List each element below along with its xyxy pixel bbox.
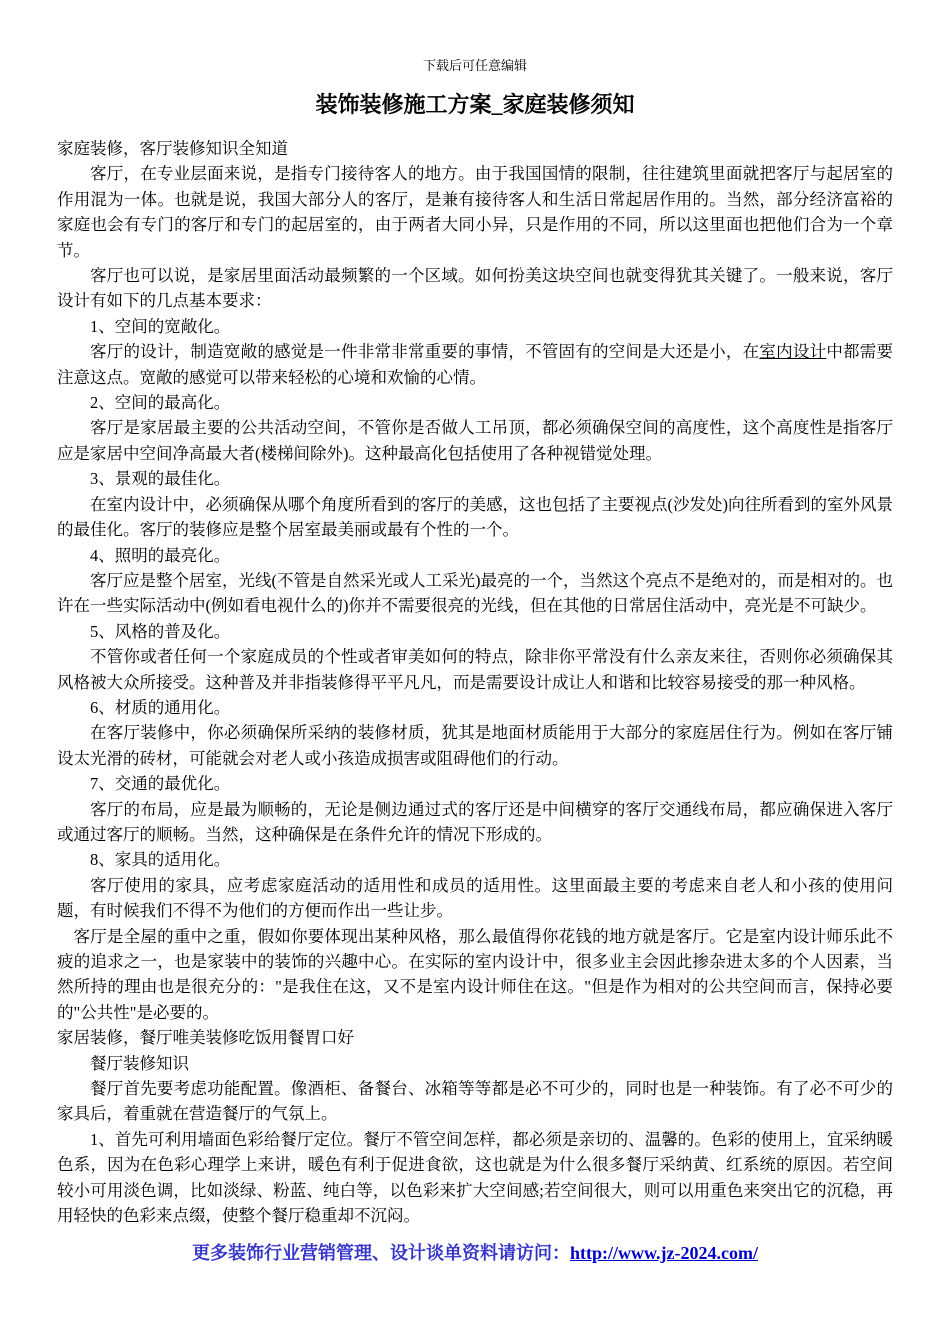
paragraph: 1、空间的宽敞化。 (90, 316, 231, 336)
paragraph: 客厅使用的家具，应考虑家庭活动的适用性和成员的适用性。这里面最主要的考虑来自老人和小孩的使用问题，有时候我们不得不为他们的方便而作出一些让步。 (57, 875, 893, 921)
paragraph: 餐厅装修知识 (90, 1053, 189, 1073)
paragraph: 餐厅首先要考虑功能配置。像酒柜、备餐台、冰箱等等都是必不可少的，同时也是一种装饰。有了必不可少的家具后，着重就在营造餐厅的气氛上。 (57, 1079, 893, 1124)
footer-promo-text: 更多装饰行业营销管理、设计谈单资料请访问： (192, 1243, 570, 1264)
paragraph-text: 中都需要注意这点。宽敞的感觉可以带来轻松的心境和欢愉的心情。 (57, 342, 894, 387)
paragraph-text: 客厅的设计，制造宽敞的感觉是一件非常非常重要的事情，不管固有的空间是大还是小，在 (90, 342, 760, 362)
page-title: 装饰装修施工方案_家庭装修须知 (315, 92, 635, 117)
paragraph: 客厅是全屋的重中之重，假如你要体现出某种风格，那么最值得你花钱的地方就是客厅。它是室内设计师乐此不疲的追求之一，也是家装中的装饰的兴趣中心。在实际的室内设计中，很多业主会因此掺杂进太多的个人因素，当然所持的理由也是很充分的："是我住在这，又不是室内设计师住在这。"但是作为相对的公共空间而言，保持必要的"公共性"是必要的。 (57, 926, 893, 1022)
paragraph: 在客厅装修中，你必须确保所采纳的装修材质，犹其是地面材质能用于大部分的家庭居住行为。例如在客厅铺设太光滑的砖材，可能就会对老人或小孩造成损害或阻碍他们的行动。 (57, 723, 893, 768)
paragraph: 客厅的布局，应是最为顺畅的，无论是侧边通过式的客厅还是中间横穿的客厅交通线布局，都应确保进入客厅或通过客厅的顺畅。当然，这种确保是在条件允许的情况下形成的。 (57, 799, 893, 844)
paragraph: 家庭装修，客厅装修知识全知道 (57, 139, 288, 158)
underlined-term: 室内设计 (759, 342, 827, 362)
paragraph: 3、景观的最佳化。 (90, 469, 231, 489)
paragraph: 8、家具的适用化。 (90, 850, 231, 870)
paragraph: 家居装修，餐厅唯美装修吃饭用餐胃口好 (57, 1028, 354, 1048)
paragraph: 6、材质的通用化。 (90, 697, 231, 717)
paragraph: 客厅应是整个居室，光线(不管是自然采光或人工采光)最亮的一个，当然这个亮点不是绝对的，而是相对的。也许在一些实际活动中(例如看电视什么的)你并不需要很亮的光线，但在其他的日常居住活动中，亮光是不可缺少。 (57, 570, 893, 616)
paragraph: 4、照明的最亮化。 (90, 545, 231, 565)
paragraph: 客厅是家居最主要的公共活动空间，不管你是否做人工吊顶，都必须确保空间的高度性，这个高度性是指客厅应是家居中空间净高最大者(楼梯间除外)。这种最高化包括使用了各种视错觉处理。 (57, 418, 893, 463)
paragraph: 2、空间的最高化。 (90, 393, 231, 413)
paragraph: 客厅也可以说，是家居里面活动最频繁的一个区域。如何扮美这块空间也就变得犹其关键了。一般来说，客厅设计有如下的几点基本要求： (57, 266, 893, 311)
header-note: 下载后可任意编辑 (422, 58, 527, 73)
footer (57, 1240, 893, 1266)
paragraph: 7、交通的最优化。 (90, 774, 231, 794)
paragraph: 1、首先可利用墙面色彩给餐厅定位。餐厅不管空间怎样，都必须是亲切的、温馨的。色彩的使用上，宜采纳暖色系，因为在色彩心理学上来讲，暖色有利于促进食欲，这也就是为什么很多餐厅采纳黄、红系统的原因。若空间较小可用淡色调，比如淡绿、粉蓝、纯白等，以色彩来扩大空间感;若空间很大，则可以用重色来突出它的沉稳，再用轻快的色彩来点缀，使整个餐厅稳重却不沉闷。 (57, 1129, 893, 1226)
paragraph: 不管你或者任何一个家庭成员的个性或者审美如何的特点，除非你平常没有什么亲友来往，否则你必须确保其风格被大众所接受。这种普及并非指装修得平平凡凡，而是需要设计成让人和谐和比较容易接受的那一种风格。 (57, 647, 893, 692)
paragraph: 客厅，在专业层面来说，是指专门接待客人的地方。由于我国国情的限制，往往建筑里面就把客厅与起居室的作用混为一体。也就是说，我国大部分人的客厅，是兼有接待客人和生活日常起居作用的。当然，部分经济富裕的家庭也会有专门的客厅和专门的起居室的，由于两者大同小异，只是作用的不同，所以这里面也把他们合为一个章节。 (57, 164, 893, 260)
paragraph (57, 339, 893, 390)
document-body (57, 136, 893, 1228)
paragraph: 5、风格的普及化。 (90, 621, 231, 641)
paragraph: 在室内设计中，必须确保从哪个角度所看到的客厅的美感，这也包括了主要视点(沙发处)向往所看到的室外风景的最佳化。客厅的装修应是整个居室最美丽或最有个性的一个。 (57, 494, 893, 540)
footer-link[interactable]: http://www.jz-2024.com/ (570, 1243, 758, 1264)
